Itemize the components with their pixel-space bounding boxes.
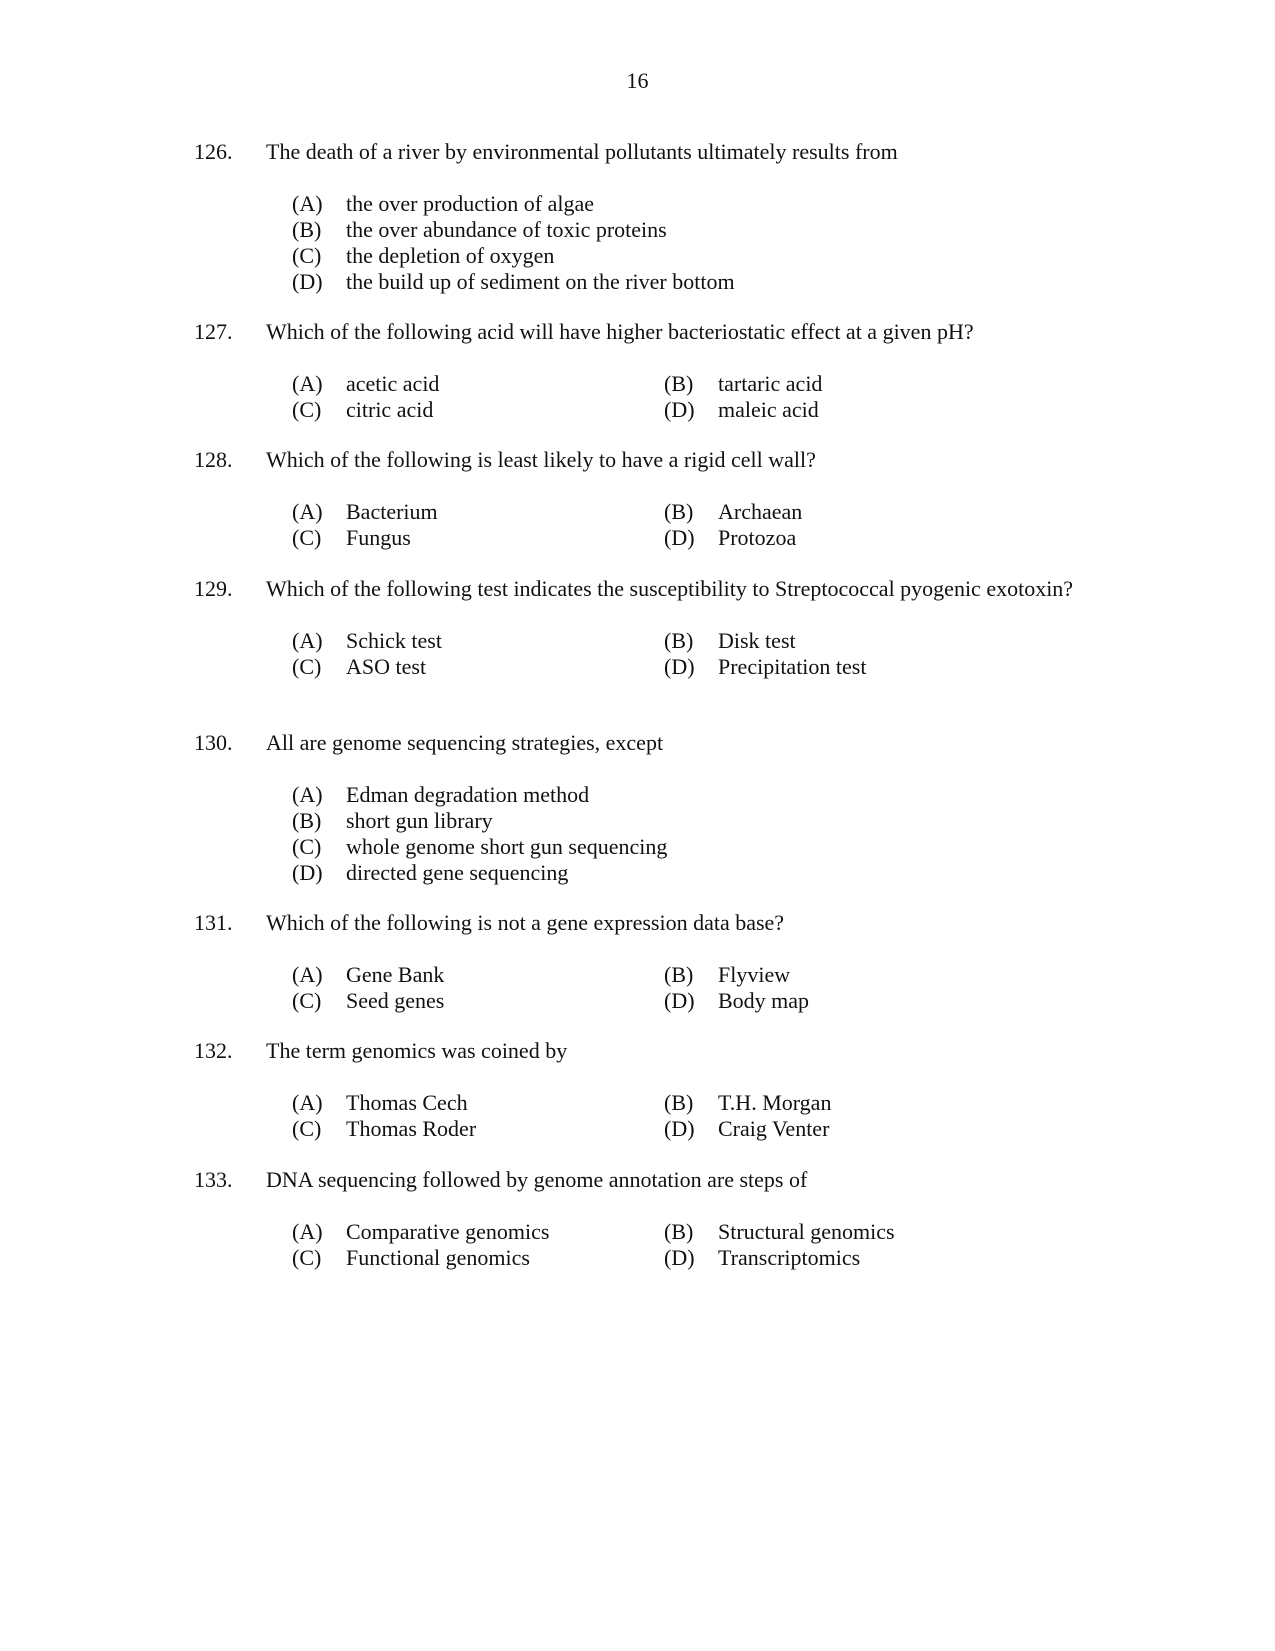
option-b [664, 1219, 1036, 1245]
question-number: 129. [194, 576, 233, 601]
option-text: Body map [718, 988, 810, 1013]
option-letter: (A) [292, 1219, 323, 1244]
option-letter: (B) [664, 962, 694, 987]
question-130 [194, 730, 1084, 886]
option-a [292, 782, 1084, 808]
question-133 [194, 1167, 1084, 1271]
option-d [292, 269, 1084, 295]
option-c [292, 654, 664, 680]
option-letter: (B) [664, 1219, 694, 1244]
option-letter: (C) [292, 397, 322, 422]
question-127 [194, 319, 1084, 423]
option-letter: (D) [664, 654, 695, 679]
question-text: Which of the following acid will have higher bacteriostatic effect at a given pH? [266, 319, 974, 344]
question-text: Which of the following is not a gene expression data base? [266, 910, 785, 935]
question-text: Which of the following is least likely to have a rigid cell wall? [266, 447, 816, 472]
options-grid [292, 962, 1084, 1014]
option-b [664, 962, 1036, 988]
option-letter: (A) [292, 962, 323, 987]
option-letter: (C) [292, 1245, 322, 1270]
option-letter: (B) [664, 1090, 694, 1115]
option-b [292, 217, 1084, 243]
option-c [292, 834, 1084, 860]
option-b [292, 808, 1084, 834]
option-c [292, 1116, 664, 1142]
option-text: maleic acid [718, 397, 819, 422]
option-text: Bacterium [346, 499, 438, 524]
option-letter: (B) [292, 808, 322, 833]
option-text: whole genome short gun sequencing [346, 834, 668, 859]
option-text: Gene Bank [346, 962, 445, 987]
option-letter: (D) [664, 525, 695, 550]
option-text: Functional genomics [346, 1245, 530, 1270]
option-text: citric acid [346, 397, 434, 422]
option-a [292, 191, 1084, 217]
option-letter: (A) [292, 782, 323, 807]
option-text: Thomas Roder [346, 1116, 477, 1141]
option-text: Protozoa [718, 525, 797, 550]
option-text: tartaric acid [718, 371, 823, 396]
option-text: Thomas Cech [346, 1090, 468, 1115]
option-d [664, 1245, 1036, 1271]
question-number: 131. [194, 910, 233, 935]
option-letter: (A) [292, 371, 323, 396]
option-text: Structural genomics [718, 1219, 895, 1244]
option-text: Craig Venter [718, 1116, 830, 1141]
option-letter: (C) [292, 834, 322, 859]
option-c [292, 243, 1084, 269]
option-text: Archaean [718, 499, 803, 524]
option-text: the over abundance of toxic proteins [346, 217, 667, 242]
option-letter: (B) [664, 499, 694, 524]
option-b [664, 628, 1036, 654]
option-d [664, 525, 1036, 551]
option-letter: (D) [664, 988, 695, 1013]
option-a [292, 371, 664, 397]
option-letter: (C) [292, 654, 322, 679]
option-letter: (C) [292, 525, 322, 550]
options-grid [292, 499, 1084, 551]
question-text: DNA sequencing followed by genome annotation are steps of [266, 1167, 808, 1192]
question-text: The death of a river by environmental pollutants ultimately results from [266, 139, 898, 164]
option-letter: (C) [292, 243, 322, 268]
question-number: 130. [194, 730, 233, 755]
question-128 [194, 447, 1084, 551]
question-126 [194, 139, 1084, 295]
option-text: Flyview [718, 962, 791, 987]
options-grid [292, 1090, 1084, 1142]
option-d [664, 397, 1036, 423]
option-text: directed gene sequencing [346, 860, 569, 885]
question-number: 128. [194, 447, 233, 472]
option-letter: (A) [292, 191, 323, 216]
option-c [292, 988, 664, 1014]
option-b [664, 371, 1036, 397]
option-letter: (B) [664, 628, 694, 653]
option-letter: (D) [664, 1116, 695, 1141]
options-grid [292, 1219, 1084, 1271]
option-text: the depletion of oxygen [346, 243, 555, 268]
option-letter: (D) [664, 1245, 695, 1270]
option-letter: (B) [664, 371, 694, 396]
question-text: The term genomics was coined by [266, 1038, 568, 1063]
option-c [292, 397, 664, 423]
option-a [292, 628, 664, 654]
question-number: 126. [194, 139, 233, 164]
option-text: Transcriptomics [718, 1245, 861, 1270]
option-letter: (B) [292, 217, 322, 242]
option-letter: (A) [292, 499, 323, 524]
question-number: 132. [194, 1038, 233, 1063]
option-c [292, 525, 664, 551]
option-letter: (D) [292, 269, 323, 294]
option-a [292, 1219, 664, 1245]
option-c [292, 1245, 664, 1271]
option-text: Schick test [346, 628, 442, 653]
option-letter: (C) [292, 1116, 322, 1141]
question-131 [194, 910, 1084, 1014]
option-letter: (D) [292, 860, 323, 885]
question-132 [194, 1038, 1084, 1142]
option-text: Disk test [718, 628, 796, 653]
option-a [292, 1090, 664, 1116]
option-d [664, 988, 1036, 1014]
option-d [292, 860, 1084, 886]
option-text: T.H. Morgan [718, 1090, 832, 1115]
option-text: acetic acid [346, 371, 440, 396]
option-letter: (D) [664, 397, 695, 422]
option-letter: (C) [292, 988, 322, 1013]
option-b [664, 499, 1036, 525]
question-text: All are genome sequencing strategies, except [266, 730, 664, 755]
option-d [664, 1116, 1036, 1142]
question-129 [194, 576, 1084, 680]
option-letter: (A) [292, 628, 323, 653]
option-a [292, 962, 664, 988]
option-d [664, 654, 1036, 680]
option-a [292, 499, 664, 525]
option-text: Comparative genomics [346, 1219, 550, 1244]
options-list [292, 782, 1084, 886]
option-text: the build up of sediment on the river bottom [346, 269, 735, 294]
option-text: Seed genes [346, 988, 445, 1013]
page-number: 16 [626, 68, 649, 93]
question-text: Which of the following test indicates the susceptibility to Streptococcal pyogenic exotoxin? [266, 576, 1074, 601]
question-number: 127. [194, 319, 233, 344]
option-b [664, 1090, 1036, 1116]
option-text: Fungus [346, 525, 411, 550]
option-text: ASO test [346, 654, 427, 679]
option-text: Edman degradation method [346, 782, 590, 807]
options-list [292, 191, 1084, 295]
option-text: short gun library [346, 808, 493, 833]
option-text: the over production of algae [346, 191, 595, 216]
option-letter: (A) [292, 1090, 323, 1115]
option-text: Precipitation test [718, 654, 867, 679]
options-grid [292, 628, 1084, 680]
options-grid [292, 371, 1084, 423]
question-number: 133. [194, 1167, 233, 1192]
